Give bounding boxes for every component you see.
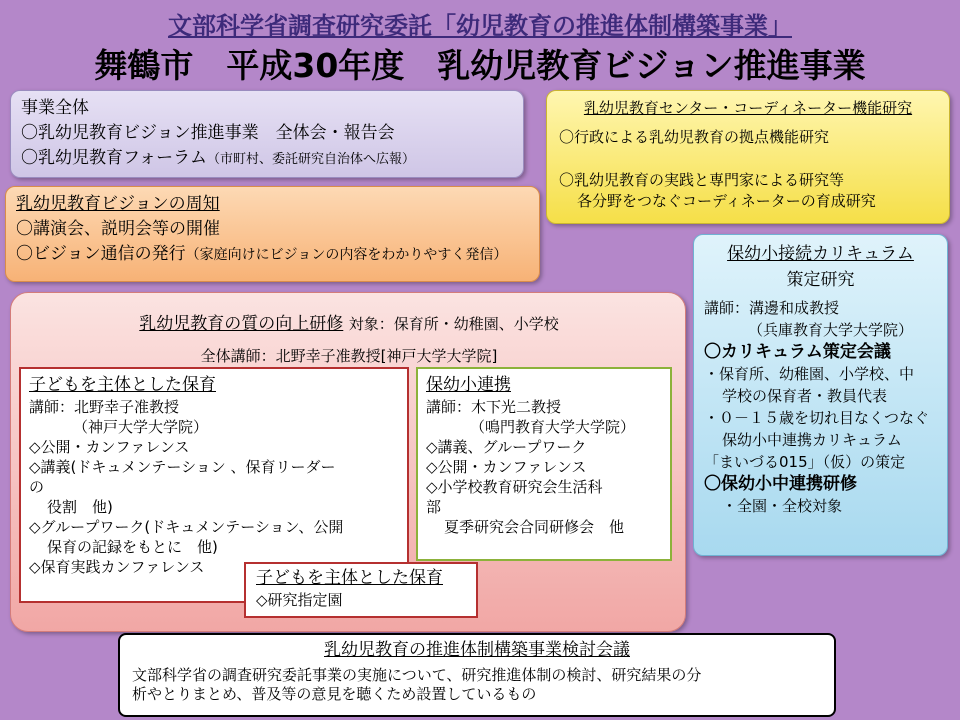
center-item-coordinator-line1: 〇乳幼児教育の実践と専門家による研究等 [559, 171, 845, 189]
kodomo-lecturer: 講師：北野幸子准教授 [29, 398, 180, 416]
council-title: 乳幼児教育の推進体制構築事業検討会議 [324, 640, 630, 660]
designated-school-box [244, 562, 478, 618]
training-lecturer: 全体講師：北野幸子准教授[神戸大学大学院] [200, 347, 498, 365]
vision-heading: 乳幼児教育ビジョンの周知 [16, 194, 220, 214]
curriculum-bullet2-line2: 保幼小中連携カリキュラム [722, 431, 902, 449]
council-body-line1: 文部科学省の調査研究委託事業の実施について、研究推進体制の検討、研究結果の分 [132, 666, 702, 684]
curriculum-bullet1-line1: ・保育所、幼稚園、小学校、中 [704, 365, 915, 383]
council-body-line2: 析やとりまとめ、普及等の意見を聴くため設置しているもの [132, 685, 537, 703]
page-title: 舞鶴市 平成30年度 乳幼児教育ビジョン推進事業 [94, 46, 866, 85]
kodomo-lecturer-affiliation: （神戸大学大学院） [73, 418, 209, 436]
preschool-elementary-link-box [416, 367, 672, 561]
overall-item-forum: 〇乳幼児教育フォーラム [21, 148, 207, 168]
kodomo2-title: 子どもを主体とした保育 [256, 568, 443, 588]
vision-item-newsletter-note: （家庭向けにビジョンの内容をわかりやすく発信） [185, 247, 508, 263]
kodomo-item2-line3: 役割 他) [47, 498, 113, 516]
training-title-row [11, 309, 687, 334]
kodomo-item1: ◇公開・カンファレンス [29, 438, 190, 456]
kodomo-item2-line2: の [29, 478, 45, 496]
kodomo-title: 子どもを主体とした保育 [29, 375, 216, 395]
header-subtitle: 文部科学省調査研究委託「幼児教育の推進体制構築事業」 [168, 12, 792, 40]
hoyo-item3-line1: ◇小学校教育研究会生活科 [426, 478, 603, 496]
curriculum-research-box [693, 234, 948, 556]
center-title: 乳幼児教育センター・コーディネーター機能研究 [583, 99, 913, 117]
vision-item-newsletter-row [16, 242, 529, 268]
curriculum-bullet2-line1: ・０－１５歳を切れ目なくつなぐ [704, 409, 930, 427]
kodomo-item3-line1: ◇グループワーク(ドキュメンテーション、公開 [29, 518, 344, 536]
curriculum-training-bullet: ・全園・全校対象 [722, 497, 843, 515]
curriculum-title-line1: 保幼小接続カリキュラム [727, 244, 914, 264]
kodomo-item3-line2: 保育の記録をもとに 他) [47, 538, 218, 556]
hoyo-item1: ◇講義、グループワーク [426, 438, 587, 456]
overall-heading: 事業全体 [21, 98, 89, 118]
center-item-coordinator-line2: 各分野をつなぐコーディネーターの育成研究 [577, 192, 876, 210]
overall-item-forum-note: （市町村、委託研究自治体へ広報） [206, 152, 415, 167]
curriculum-bullet1-line2: 学校の保育者・教員代表 [722, 387, 888, 405]
overall-item-forum-row [21, 146, 513, 172]
overall-project-box [10, 90, 524, 178]
curriculum-title-line2: 策定研究 [786, 270, 855, 290]
curriculum-meeting: 〇カリキュラム策定会議 [704, 342, 891, 362]
hoyo-lecturer: 講師：木下光二教授 [426, 398, 562, 416]
kodomo-item2-line1: ◇講義(ドキュメンテーション 、保育リーダー [29, 458, 336, 476]
center-coordinator-box [546, 90, 950, 224]
training-target: 対象：保育所・幼稚園、小学校 [348, 315, 559, 333]
training-title: 乳幼児教育の質の向上研修 [139, 314, 344, 334]
vision-awareness-box [5, 186, 540, 282]
kodomo-item4: ◇保育実践カンファレンス [29, 558, 205, 576]
curriculum-lecturer-affiliation: （兵庫教育大学大学院） [748, 321, 914, 339]
curriculum-bullet2-line3: 「まいづる015」（仮）の策定 [704, 453, 906, 471]
hoyo-item2: ◇公開・カンファレンス [426, 458, 587, 476]
overall-item-report-meeting: 〇乳幼児教育ビジョン推進事業 全体会・報告会 [21, 123, 395, 143]
vision-item-lectures: 〇講演会、説明会等の開催 [16, 219, 220, 239]
curriculum-training: 〇保幼小中連携研修 [704, 474, 857, 494]
hoyo-item3-line3: 夏季研究会合同研修会 他 [444, 518, 625, 536]
vision-item-newsletter: 〇ビジョン通信の発行 [16, 244, 186, 264]
hoyo-item3-line2: 部 [426, 498, 442, 516]
hoyo-title: 保幼小連携 [426, 375, 511, 395]
hoyo-lecturer-affiliation: （鳴門教育大学大学院） [470, 418, 636, 436]
center-item-hub: 〇行政による乳幼児教育の拠点機能研究 [559, 128, 830, 146]
curriculum-lecturer: 講師：溝邊和成教授 [704, 299, 840, 317]
review-council-box [118, 633, 836, 717]
kodomo2-item: ◇研究指定園 [256, 591, 343, 609]
